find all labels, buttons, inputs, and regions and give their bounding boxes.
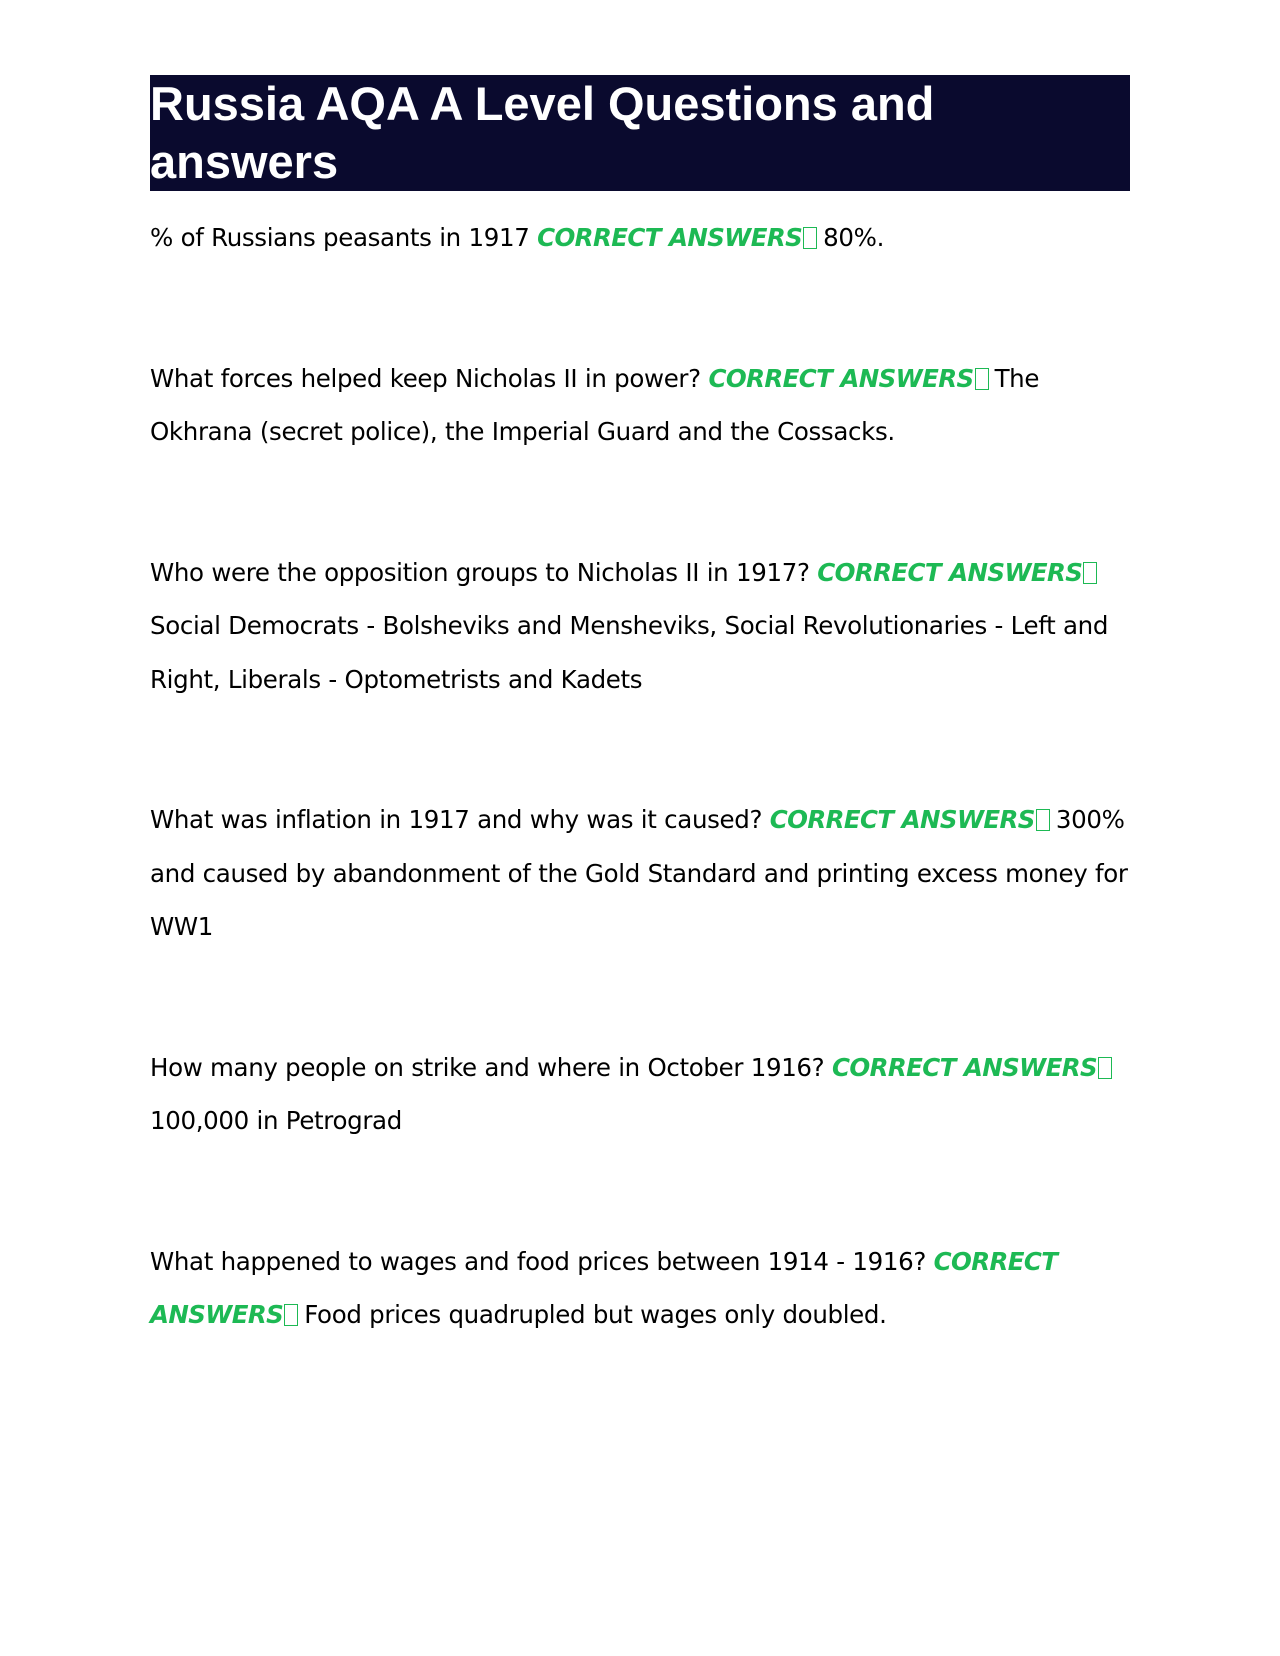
answer-marker-icon: [803, 227, 817, 249]
answer-text: 80%.: [823, 223, 885, 252]
qa-item: [150, 1041, 1130, 1148]
correct-answers-label: CORRECT ANSWERS: [150, 1246, 1058, 1329]
question-text: % of Russians peasants in 1917: [150, 223, 530, 252]
qa-item: [150, 546, 1130, 707]
qa-item: [150, 1235, 1130, 1342]
answer-text: Social Democrats - Bolsheviks and Mensheviks, Social Revolutionaries - Left and Right, Liberals - Optometrists and Kadets: [150, 611, 1109, 694]
answer-text: 100,000 in Petrograd: [150, 1106, 402, 1135]
document-page: [150, 75, 1130, 1342]
correct-answers-label: CORRECT ANSWERS: [708, 363, 974, 393]
answer-marker-icon: [1036, 809, 1050, 831]
question-text: What forces helped keep Nicholas II in power?: [150, 363, 701, 393]
correct-answers-label: CORRECT ANSWERS: [831, 1052, 1098, 1082]
correct-answers-label: CORRECT ANSWERS: [817, 557, 1083, 587]
question-text: How many people on strike and where in October 1916?: [150, 1052, 825, 1082]
answer-marker-icon: [284, 1304, 298, 1326]
question-text: What happened to wages and food prices between 1914 - 1916?: [150, 1246, 926, 1276]
qa-list: [150, 211, 1130, 1342]
correct-answers-label: CORRECT ANSWERS: [537, 223, 803, 252]
answer-marker-icon: [1098, 1057, 1112, 1079]
answer-marker-icon: [1083, 562, 1097, 584]
question-text: Who were the opposition groups to Nicholas II in 1917?: [150, 557, 810, 587]
answer-text: The Okhrana (secret police), the Imperial Guard and the Cossacks.: [150, 363, 1040, 446]
answer-text: Food prices quadrupled but wages only doubled.: [304, 1300, 887, 1329]
correct-answers-label: CORRECT ANSWERS: [769, 805, 1035, 834]
answer-marker-icon: [975, 368, 989, 390]
qa-item: [150, 211, 1130, 265]
question-text: What was inflation in 1917 and why was it caused?: [150, 805, 763, 834]
document-title: Russia AQA A Level Questions and answers: [150, 75, 1130, 191]
qa-item: [150, 793, 1130, 954]
qa-item: [150, 352, 1130, 459]
answer-text: 300% and caused by abandonment of the Gold Standard and printing excess money for WW1: [150, 805, 1128, 941]
